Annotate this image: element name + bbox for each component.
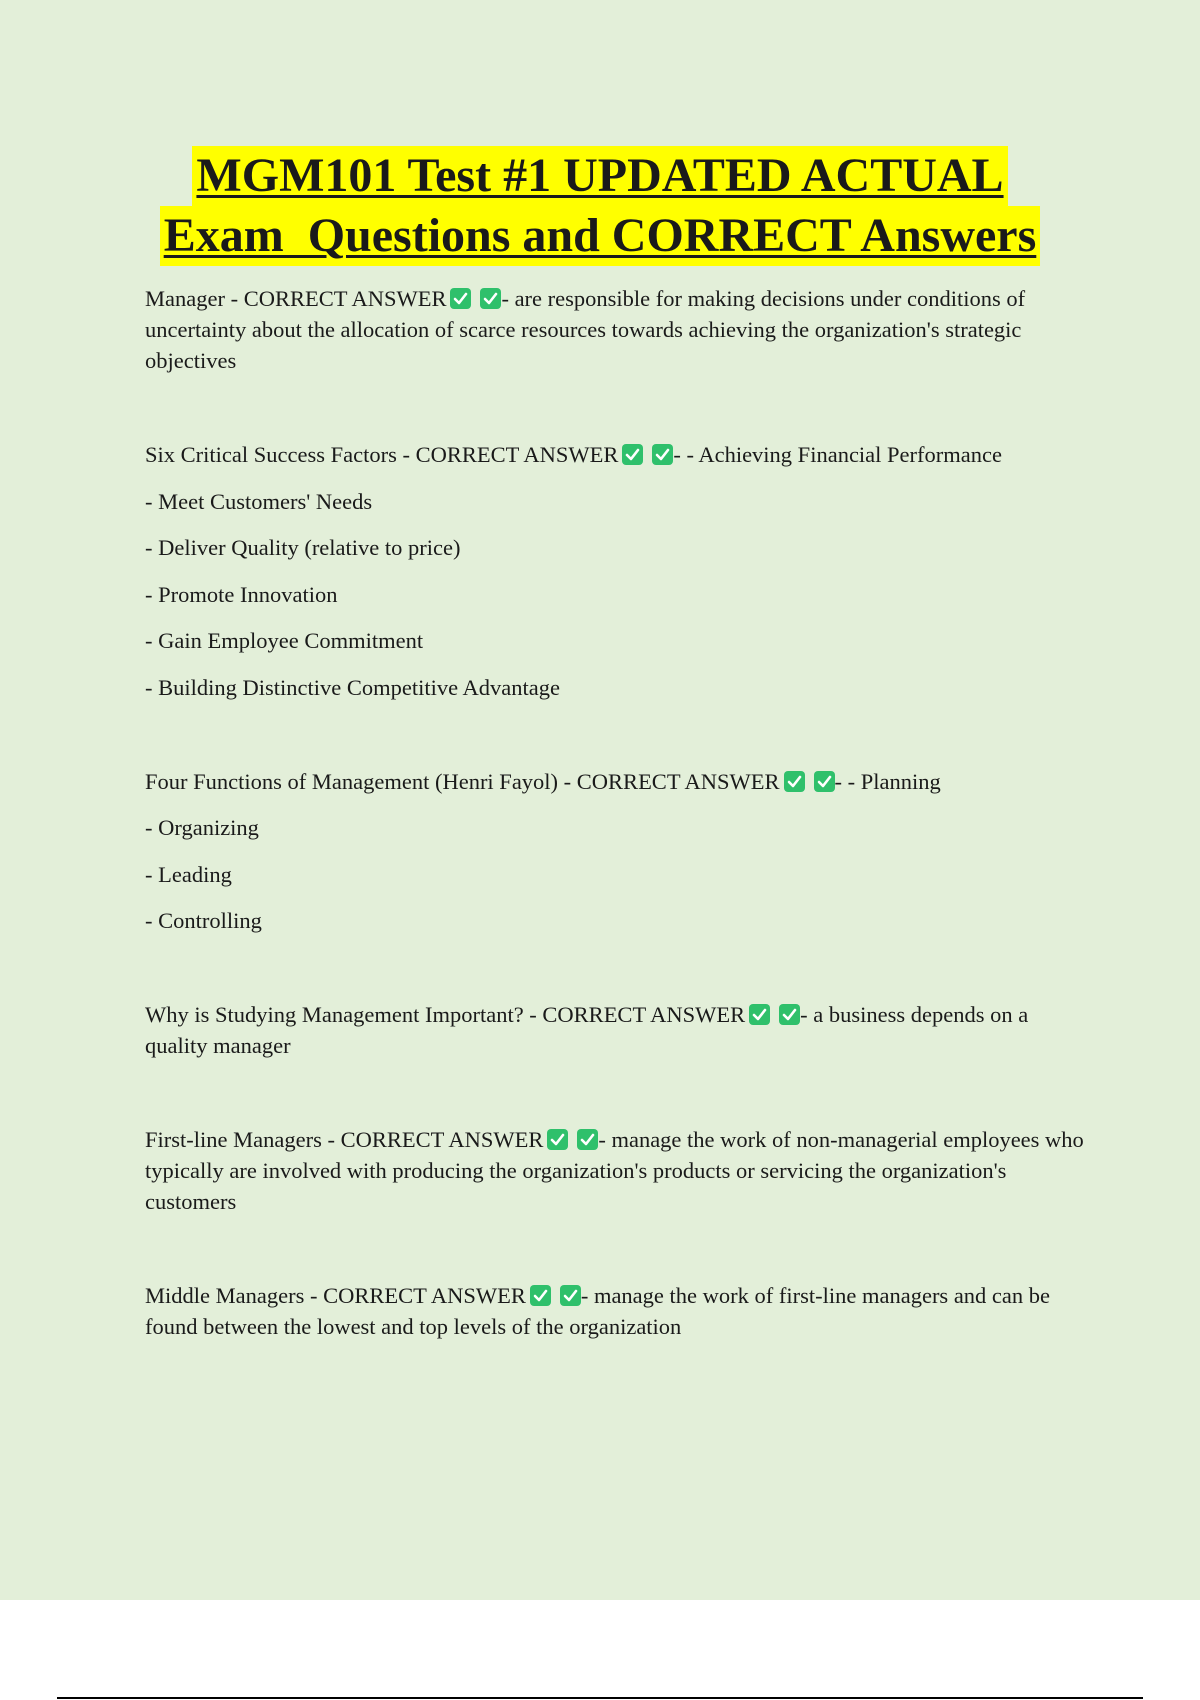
correct-answer-label: CORRECT ANSWER [340, 1127, 544, 1152]
qa-definition [145, 999, 1095, 1061]
check-mark-icon [779, 1004, 800, 1025]
check-mark-icon [547, 1129, 568, 1150]
qa-entry-first-line-managers [145, 1124, 1095, 1217]
qa-answer: - manage the work of first-line managers and can be found between the lowest and top levels of the organization [145, 1283, 1051, 1339]
list-item: - Deliver Quality (relative to price) [145, 535, 461, 560]
list-item: - Meet Customers' Needs [145, 488, 373, 514]
qa-definition [145, 766, 1095, 797]
list-item: - Leading [145, 861, 232, 887]
correct-answer-label: CORRECT ANSWER [415, 442, 619, 467]
list-item: - Gain Employee Commitment [145, 628, 424, 653]
check-mark-icon [814, 771, 835, 792]
title-line-1: MGM101 Test #1 UPDATED ACTUAL [192, 146, 1007, 206]
qa-entry-why-study [145, 999, 1095, 1061]
qa-entry-four-functions [145, 766, 1095, 937]
check-mark-icon [749, 1004, 770, 1025]
qa-entry-manager [145, 283, 1095, 376]
list-item: - Controlling [145, 908, 262, 933]
list-item: - Organizing [145, 815, 259, 840]
check-mark-icon [480, 288, 501, 309]
check-mark-icon [560, 1285, 581, 1306]
qa-answer: - manage the work of non-managerial employees who typically are involved with producing the organization's products or servicing the organization's customers [145, 1127, 1084, 1214]
qa-answer: - a business depends on a quality manager [145, 1002, 1029, 1058]
qa-term: First-line Managers - [145, 1127, 341, 1152]
correct-answer-label: CORRECT ANSWER [243, 286, 447, 311]
qa-term: Manager - [145, 286, 244, 311]
qa-definition [145, 1280, 1095, 1342]
correct-answer-label: CORRECT ANSWER [323, 1283, 526, 1308]
qa-entry-success-factors [145, 439, 1095, 703]
qa-entry-middle-managers [145, 1280, 1095, 1342]
list-item: - Promote Innovation [145, 581, 338, 607]
qa-definition [145, 283, 1095, 376]
qa-term: Why is Studying Management Important? - [145, 1002, 543, 1027]
document-title [0, 146, 1200, 266]
qa-answer: - are responsible for making decisions under conditions of uncertainty about the allocation of scarce resources towards achieving the organization's strategic objectives [145, 286, 1026, 373]
check-mark-icon [622, 444, 643, 465]
check-mark-icon [530, 1285, 551, 1306]
qa-answer: - - Achieving Financial Performance [673, 442, 1002, 467]
qa-answer: - - Planning [834, 768, 941, 794]
correct-answer-label: CORRECT ANSWER [576, 768, 780, 794]
check-mark-icon [577, 1129, 598, 1150]
title-line-2: Exam Questions and CORRECT Answers [160, 206, 1041, 266]
list-item: - Building Distinctive Competitive Advantage [145, 674, 560, 700]
footer-divider [57, 1697, 1143, 1699]
qa-term: Six Critical Success Factors - [145, 442, 416, 467]
qa-definition [145, 439, 1095, 470]
qa-list [145, 283, 1095, 1342]
check-mark-icon [784, 771, 805, 792]
correct-answer-label: CORRECT ANSWER [542, 1002, 746, 1027]
check-mark-icon [450, 288, 471, 309]
qa-definition [145, 1124, 1095, 1217]
qa-term: Four Functions of Management (Henri Fayol) - [145, 768, 577, 794]
qa-term: Middle Managers - [145, 1283, 324, 1308]
check-mark-icon [652, 444, 673, 465]
